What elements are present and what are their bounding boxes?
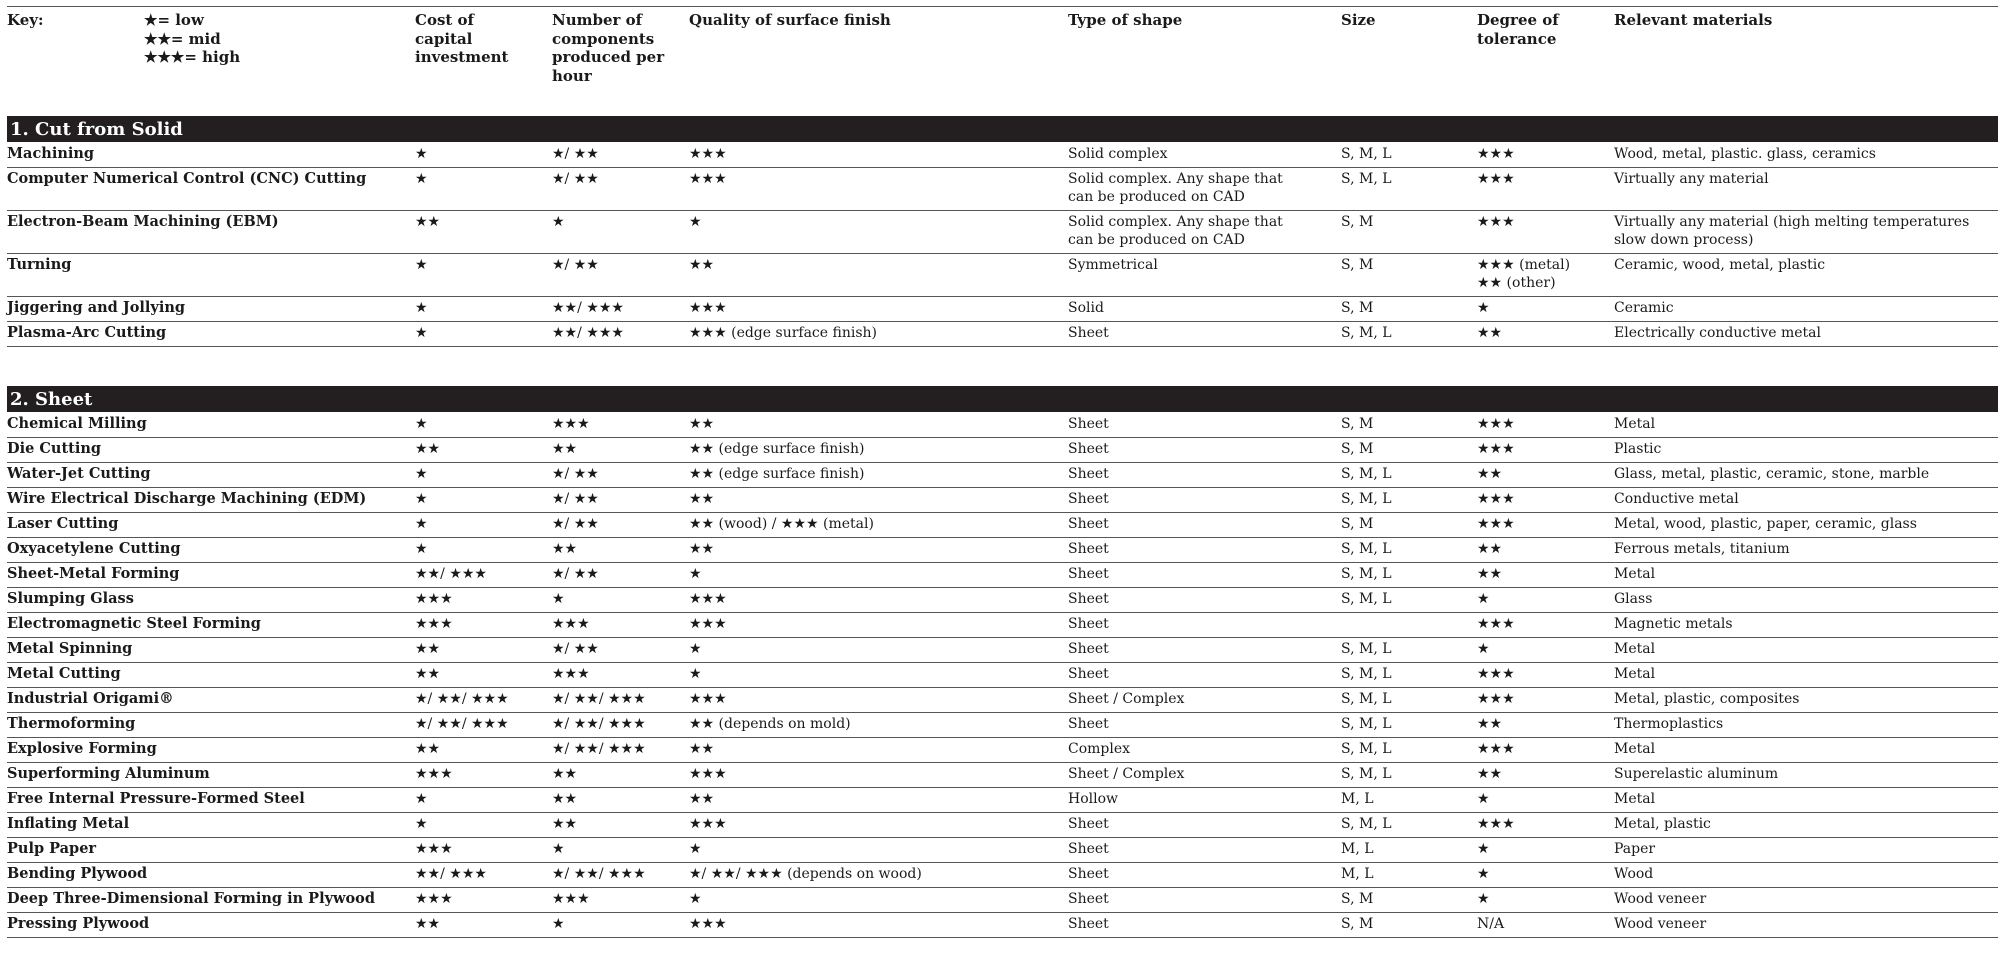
column-header-materials: Relevant materials bbox=[1614, 11, 1773, 29]
cell-components: ★★★ bbox=[552, 891, 590, 907]
table-row bbox=[7, 321, 1998, 347]
cell-materials: Glass, metal, plastic, ceramic, stone, marble bbox=[1614, 466, 1930, 482]
cell-finish: ★/ ★★/ ★★★ (depends on wood) bbox=[689, 866, 922, 882]
cell-materials: Virtually any material bbox=[1614, 171, 1769, 187]
table-row bbox=[7, 862, 1998, 888]
cell-materials: Wood bbox=[1614, 866, 1654, 882]
table-row bbox=[7, 512, 1998, 538]
cell-finish: ★★★ bbox=[689, 300, 727, 316]
cell-components: ★ bbox=[552, 916, 565, 932]
cell-shape: Sheet bbox=[1068, 416, 1109, 432]
column-header-finish: Quality of surface finish bbox=[689, 11, 891, 29]
column-header-cost: Cost of capital investment bbox=[415, 11, 509, 66]
cell-name: Sheet-Metal Forming bbox=[7, 565, 180, 582]
cell-name: Turning bbox=[7, 256, 72, 273]
cell-components: ★/ ★★ bbox=[552, 257, 599, 273]
table-row bbox=[7, 210, 1998, 254]
cell-components: ★★★ bbox=[552, 416, 590, 432]
cell-cost: ★★★ bbox=[415, 891, 453, 907]
cell-materials: Glass bbox=[1614, 591, 1653, 607]
section-header bbox=[7, 116, 1998, 142]
cell-finish: ★★★ bbox=[689, 766, 727, 782]
cell-size: S, M, L bbox=[1341, 741, 1392, 757]
cell-name: Explosive Forming bbox=[7, 740, 157, 757]
cell-tolerance: ★★ bbox=[1477, 766, 1503, 782]
cell-shape: Sheet bbox=[1068, 441, 1109, 457]
cell-size: S, M, L bbox=[1341, 816, 1392, 832]
cell-cost: ★ bbox=[415, 300, 428, 316]
cell-tolerance: N/A bbox=[1477, 916, 1505, 932]
cell-size: S, M bbox=[1341, 300, 1374, 316]
table-row bbox=[7, 167, 1998, 211]
cell-tolerance: ★★★ bbox=[1477, 816, 1515, 832]
cell-size: S, M, L bbox=[1341, 171, 1392, 187]
cell-tolerance: ★★ bbox=[1477, 566, 1503, 582]
cell-shape: Solid complex bbox=[1068, 146, 1168, 162]
cell-materials: Metal, plastic bbox=[1614, 816, 1711, 832]
cell-tolerance: ★ bbox=[1477, 641, 1490, 657]
cell-cost: ★★ bbox=[415, 641, 441, 657]
cell-materials: Metal, wood, plastic, paper, ceramic, glass bbox=[1614, 516, 1917, 532]
cell-finish: ★★ bbox=[689, 741, 715, 757]
table-row bbox=[7, 887, 1998, 913]
cell-tolerance: ★ bbox=[1477, 866, 1490, 882]
cell-cost: ★ bbox=[415, 257, 428, 273]
cell-shape: Sheet bbox=[1068, 641, 1109, 657]
section-header bbox=[7, 386, 1998, 412]
cell-shape: Sheet bbox=[1068, 616, 1109, 632]
cell-name: Bending Plywood bbox=[7, 865, 148, 882]
cell-finish: ★ bbox=[689, 666, 702, 682]
cell-materials: Electrically conductive metal bbox=[1614, 325, 1821, 341]
cell-finish: ★★★ bbox=[689, 916, 727, 932]
cell-size: S, M, L bbox=[1341, 146, 1392, 162]
cell-cost: ★ bbox=[415, 816, 428, 832]
cell-components: ★/ ★★/ ★★★ bbox=[552, 691, 646, 707]
table-row bbox=[7, 296, 1998, 322]
cell-name: Jiggering and Jollying bbox=[7, 299, 186, 316]
cell-cost: ★ bbox=[415, 171, 428, 187]
table-row bbox=[7, 587, 1998, 613]
cell-cost: ★★★ bbox=[415, 766, 453, 782]
cell-size: M, L bbox=[1341, 866, 1374, 882]
table-row bbox=[7, 812, 1998, 838]
cell-materials: Virtually any material (high melting temperatures slow down process) bbox=[1614, 214, 1970, 248]
cell-name: Electromagnetic Steel Forming bbox=[7, 615, 261, 632]
table-row bbox=[7, 762, 1998, 788]
cell-components: ★/ ★★ bbox=[552, 171, 599, 187]
table-row bbox=[7, 637, 1998, 663]
cell-finish: ★ bbox=[689, 891, 702, 907]
key-label: Key: bbox=[7, 11, 44, 29]
cell-shape: Hollow bbox=[1068, 791, 1119, 807]
cell-name: Inflating Metal bbox=[7, 815, 130, 832]
cell-name: Thermoforming bbox=[7, 715, 136, 732]
cell-cost: ★★ bbox=[415, 214, 441, 230]
cell-tolerance: ★★★ bbox=[1477, 416, 1515, 432]
cell-tolerance: ★★ bbox=[1477, 325, 1503, 341]
cell-size: S, M bbox=[1341, 516, 1374, 532]
table-row bbox=[7, 412, 1998, 438]
table-row bbox=[7, 787, 1998, 813]
key-entry-low: ★= low bbox=[144, 11, 204, 29]
table-row bbox=[7, 562, 1998, 588]
cell-cost: ★★★ bbox=[415, 841, 453, 857]
cell-name: Pulp Paper bbox=[7, 840, 97, 857]
table-row bbox=[7, 712, 1998, 738]
cell-size: S, M, L bbox=[1341, 566, 1392, 582]
cell-tolerance: ★★★ bbox=[1477, 616, 1515, 632]
cell-size: S, M, L bbox=[1341, 491, 1392, 507]
cell-materials: Ceramic, wood, metal, plastic bbox=[1614, 257, 1826, 273]
cell-name: Pressing Plywood bbox=[7, 915, 150, 932]
cell-tolerance: ★★ bbox=[1477, 716, 1503, 732]
cell-size: S, M, L bbox=[1341, 541, 1392, 557]
cell-name: Machining bbox=[7, 145, 95, 162]
cell-tolerance: ★ bbox=[1477, 591, 1490, 607]
cell-name: Chemical Milling bbox=[7, 415, 147, 432]
cell-tolerance: ★ bbox=[1477, 300, 1490, 316]
cell-components: ★/ ★★ bbox=[552, 516, 599, 532]
table-row bbox=[7, 837, 1998, 863]
cell-shape: Sheet bbox=[1068, 866, 1109, 882]
cell-name: Slumping Glass bbox=[7, 590, 134, 607]
cell-components: ★★ bbox=[552, 766, 578, 782]
cell-size: S, M, L bbox=[1341, 641, 1392, 657]
cell-finish: ★★ (depends on mold) bbox=[689, 716, 851, 732]
cell-size: S, M, L bbox=[1341, 666, 1392, 682]
table-row bbox=[7, 142, 1998, 168]
cell-tolerance: ★★★ bbox=[1477, 146, 1515, 162]
cell-size: S, M bbox=[1341, 257, 1374, 273]
cell-cost: ★★ bbox=[415, 741, 441, 757]
section-title: 1. Cut from Solid bbox=[10, 119, 183, 140]
cell-shape: Sheet bbox=[1068, 466, 1109, 482]
cell-tolerance: ★ bbox=[1477, 791, 1490, 807]
column-header-shape: Type of shape bbox=[1068, 11, 1183, 29]
cell-finish: ★★ (wood) / ★★★ (metal) bbox=[689, 516, 874, 532]
cell-name: Electron-Beam Machining (EBM) bbox=[7, 213, 279, 230]
cell-size: S, M bbox=[1341, 916, 1374, 932]
cell-components: ★★/ ★★★ bbox=[552, 300, 624, 316]
cell-name: Plasma-Arc Cutting bbox=[7, 324, 167, 341]
cell-cost: ★★★ bbox=[415, 616, 453, 632]
cell-cost: ★ bbox=[415, 325, 428, 341]
cell-shape: Sheet bbox=[1068, 716, 1109, 732]
cell-shape: Solid complex. Any shape that can be produced on CAD bbox=[1068, 171, 1283, 205]
cell-finish: ★★ bbox=[689, 491, 715, 507]
table-row bbox=[7, 687, 1998, 713]
cell-components: ★/ ★★/ ★★★ bbox=[552, 741, 646, 757]
cell-cost: ★ bbox=[415, 146, 428, 162]
cell-name: Water-Jet Cutting bbox=[7, 465, 151, 482]
cell-materials: Metal bbox=[1614, 641, 1656, 657]
cell-finish: ★ bbox=[689, 641, 702, 657]
table-row bbox=[7, 737, 1998, 763]
table-row bbox=[7, 537, 1998, 563]
table-row bbox=[7, 487, 1998, 513]
cell-materials: Metal bbox=[1614, 416, 1656, 432]
cell-finish: ★★★ bbox=[689, 816, 727, 832]
cell-tolerance: ★★ bbox=[1477, 541, 1503, 557]
cell-cost: ★★ bbox=[415, 666, 441, 682]
key-entry-mid: ★★= mid bbox=[144, 29, 221, 48]
cell-shape: Sheet bbox=[1068, 325, 1109, 341]
cell-size: S, M, L bbox=[1341, 466, 1392, 482]
cell-size: S, M bbox=[1341, 891, 1374, 907]
cell-finish: ★★★ bbox=[689, 171, 727, 187]
table-row bbox=[7, 912, 1998, 938]
cell-finish: ★★ (edge surface finish) bbox=[689, 466, 865, 482]
cell-shape: Sheet bbox=[1068, 591, 1109, 607]
cell-shape: Sheet bbox=[1068, 516, 1109, 532]
key-entry-high: ★★★= high bbox=[144, 48, 241, 66]
table-row bbox=[7, 437, 1998, 463]
cell-materials: Magnetic metals bbox=[1614, 616, 1733, 632]
cell-components: ★★★ bbox=[552, 616, 590, 632]
cell-finish: ★★★ bbox=[689, 691, 727, 707]
cell-finish: ★★★ (edge surface finish) bbox=[689, 325, 878, 341]
cell-cost: ★★/ ★★★ bbox=[415, 566, 487, 582]
cell-tolerance: ★★★ bbox=[1477, 691, 1515, 707]
cell-tolerance: ★★★ bbox=[1477, 666, 1515, 682]
cell-components: ★/ ★★/ ★★★ bbox=[552, 716, 646, 732]
cell-components: ★/ ★★ bbox=[552, 566, 599, 582]
table-row bbox=[7, 253, 1998, 297]
table-row bbox=[7, 662, 1998, 688]
cell-size: S, M bbox=[1341, 416, 1374, 432]
cell-shape: Sheet bbox=[1068, 891, 1109, 907]
column-header-size: Size bbox=[1341, 11, 1376, 29]
cell-cost: ★ bbox=[415, 491, 428, 507]
cell-materials: Wood veneer bbox=[1614, 891, 1707, 907]
cell-cost: ★★ bbox=[415, 441, 441, 457]
cell-cost: ★★/ ★★★ bbox=[415, 866, 487, 882]
cell-finish: ★★ bbox=[689, 791, 715, 807]
cell-components: ★ bbox=[552, 841, 565, 857]
cell-size: S, M, L bbox=[1341, 325, 1392, 341]
table-header bbox=[7, 6, 1998, 115]
cell-finish: ★★★ bbox=[689, 146, 727, 162]
cell-tolerance: ★★★ bbox=[1477, 441, 1515, 457]
cell-finish: ★★ bbox=[689, 541, 715, 557]
cell-cost: ★★★ bbox=[415, 591, 453, 607]
cell-materials: Wood veneer bbox=[1614, 916, 1707, 932]
cell-size: M, L bbox=[1341, 841, 1374, 857]
cell-name: Laser Cutting bbox=[7, 515, 119, 532]
cell-shape: Sheet bbox=[1068, 566, 1109, 582]
cell-shape: Sheet bbox=[1068, 666, 1109, 682]
cell-shape: Sheet / Complex bbox=[1068, 766, 1185, 782]
cell-materials: Paper bbox=[1614, 841, 1656, 857]
cell-components: ★★★ bbox=[552, 666, 590, 682]
cell-materials: Metal, plastic, composites bbox=[1614, 691, 1800, 707]
cell-size: S, M, L bbox=[1341, 691, 1392, 707]
cell-size: S, M bbox=[1341, 214, 1374, 230]
cell-shape: Solid bbox=[1068, 300, 1104, 316]
cell-finish: ★ bbox=[689, 566, 702, 582]
cell-components: ★/ ★★ bbox=[552, 146, 599, 162]
cell-finish: ★ bbox=[689, 214, 702, 230]
cell-tolerance: ★★ bbox=[1477, 466, 1503, 482]
cell-name: Industrial Origami® bbox=[7, 690, 174, 707]
cell-materials: Metal bbox=[1614, 666, 1656, 682]
cell-tolerance: ★★★ bbox=[1477, 491, 1515, 507]
cell-materials: Ferrous metals, titanium bbox=[1614, 541, 1790, 557]
cell-tolerance: ★★★ (metal) ★★ (other) bbox=[1477, 257, 1571, 291]
section-title: 2. Sheet bbox=[10, 389, 93, 410]
cell-materials: Metal bbox=[1614, 791, 1656, 807]
cell-components: ★/ ★★ bbox=[552, 491, 599, 507]
cell-components: ★★ bbox=[552, 441, 578, 457]
cell-cost: ★ bbox=[415, 416, 428, 432]
cell-finish: ★★ bbox=[689, 257, 715, 273]
table-row bbox=[7, 612, 1998, 638]
cell-finish: ★★★ bbox=[689, 616, 727, 632]
cell-name: Wire Electrical Discharge Machining (EDM) bbox=[7, 490, 367, 507]
cell-shape: Sheet bbox=[1068, 816, 1109, 832]
key-legend bbox=[144, 11, 240, 67]
cell-components: ★★ bbox=[552, 816, 578, 832]
cell-cost: ★ bbox=[415, 466, 428, 482]
cell-finish: ★★ bbox=[689, 416, 715, 432]
cell-shape: Sheet / Complex bbox=[1068, 691, 1185, 707]
cell-components: ★/ ★★ bbox=[552, 466, 599, 482]
cell-shape: Sheet bbox=[1068, 916, 1109, 932]
cell-name: Superforming Aluminum bbox=[7, 765, 210, 782]
cell-tolerance: ★★★ bbox=[1477, 741, 1515, 757]
cell-name: Computer Numerical Control (CNC) Cutting bbox=[7, 170, 367, 187]
cell-shape: Sheet bbox=[1068, 841, 1109, 857]
cell-name: Free Internal Pressure-Formed Steel bbox=[7, 790, 305, 807]
cell-components: ★★ bbox=[552, 791, 578, 807]
cell-tolerance: ★ bbox=[1477, 841, 1490, 857]
cell-tolerance: ★★★ bbox=[1477, 214, 1515, 230]
cell-materials: Thermoplastics bbox=[1614, 716, 1724, 732]
cell-shape: Sheet bbox=[1068, 491, 1109, 507]
cell-cost: ★ bbox=[415, 516, 428, 532]
cell-name: Oxyacetylene Cutting bbox=[7, 540, 181, 557]
cell-materials: Wood, metal, plastic. glass, ceramics bbox=[1614, 146, 1876, 162]
cell-name: Die Cutting bbox=[7, 440, 102, 457]
cell-finish: ★★ (edge surface finish) bbox=[689, 441, 865, 457]
cell-size: M, L bbox=[1341, 791, 1374, 807]
cell-materials: Ceramic bbox=[1614, 300, 1674, 316]
cell-components: ★ bbox=[552, 591, 565, 607]
cell-shape: Sheet bbox=[1068, 541, 1109, 557]
cell-components: ★★ bbox=[552, 541, 578, 557]
cell-cost: ★★ bbox=[415, 916, 441, 932]
cell-cost: ★ bbox=[415, 541, 428, 557]
cell-components: ★ bbox=[552, 214, 565, 230]
cell-tolerance: ★★★ bbox=[1477, 171, 1515, 187]
column-header-components: Number of components produced per hour bbox=[552, 11, 665, 85]
cell-tolerance: ★ bbox=[1477, 891, 1490, 907]
cell-size: S, M bbox=[1341, 441, 1374, 457]
cell-materials: Conductive metal bbox=[1614, 491, 1739, 507]
cell-shape: Complex bbox=[1068, 741, 1131, 757]
cell-size: S, M, L bbox=[1341, 766, 1392, 782]
cell-shape: Solid complex. Any shape that can be produced on CAD bbox=[1068, 214, 1283, 248]
cell-components: ★★/ ★★★ bbox=[552, 325, 624, 341]
cell-materials: Superelastic aluminum bbox=[1614, 766, 1779, 782]
cell-name: Metal Spinning bbox=[7, 640, 133, 657]
cell-name: Metal Cutting bbox=[7, 665, 121, 682]
cell-cost: ★/ ★★/ ★★★ bbox=[415, 716, 509, 732]
cell-materials: Metal bbox=[1614, 566, 1656, 582]
table-row bbox=[7, 462, 1998, 488]
cell-materials: Plastic bbox=[1614, 441, 1662, 457]
cell-cost: ★ bbox=[415, 791, 428, 807]
cell-tolerance: ★★★ bbox=[1477, 516, 1515, 532]
cell-name: Deep Three-Dimensional Forming in Plywood bbox=[7, 890, 375, 907]
cell-size: S, M, L bbox=[1341, 716, 1392, 732]
cell-finish: ★★★ bbox=[689, 591, 727, 607]
cell-shape: Symmetrical bbox=[1068, 257, 1158, 273]
cell-components: ★/ ★★ bbox=[552, 641, 599, 657]
cell-size: S, M, L bbox=[1341, 591, 1392, 607]
cell-materials: Metal bbox=[1614, 741, 1656, 757]
cell-cost: ★/ ★★/ ★★★ bbox=[415, 691, 509, 707]
cell-finish: ★ bbox=[689, 841, 702, 857]
column-header-tolerance: Degree of tolerance bbox=[1477, 11, 1559, 48]
cell-components: ★/ ★★/ ★★★ bbox=[552, 866, 646, 882]
